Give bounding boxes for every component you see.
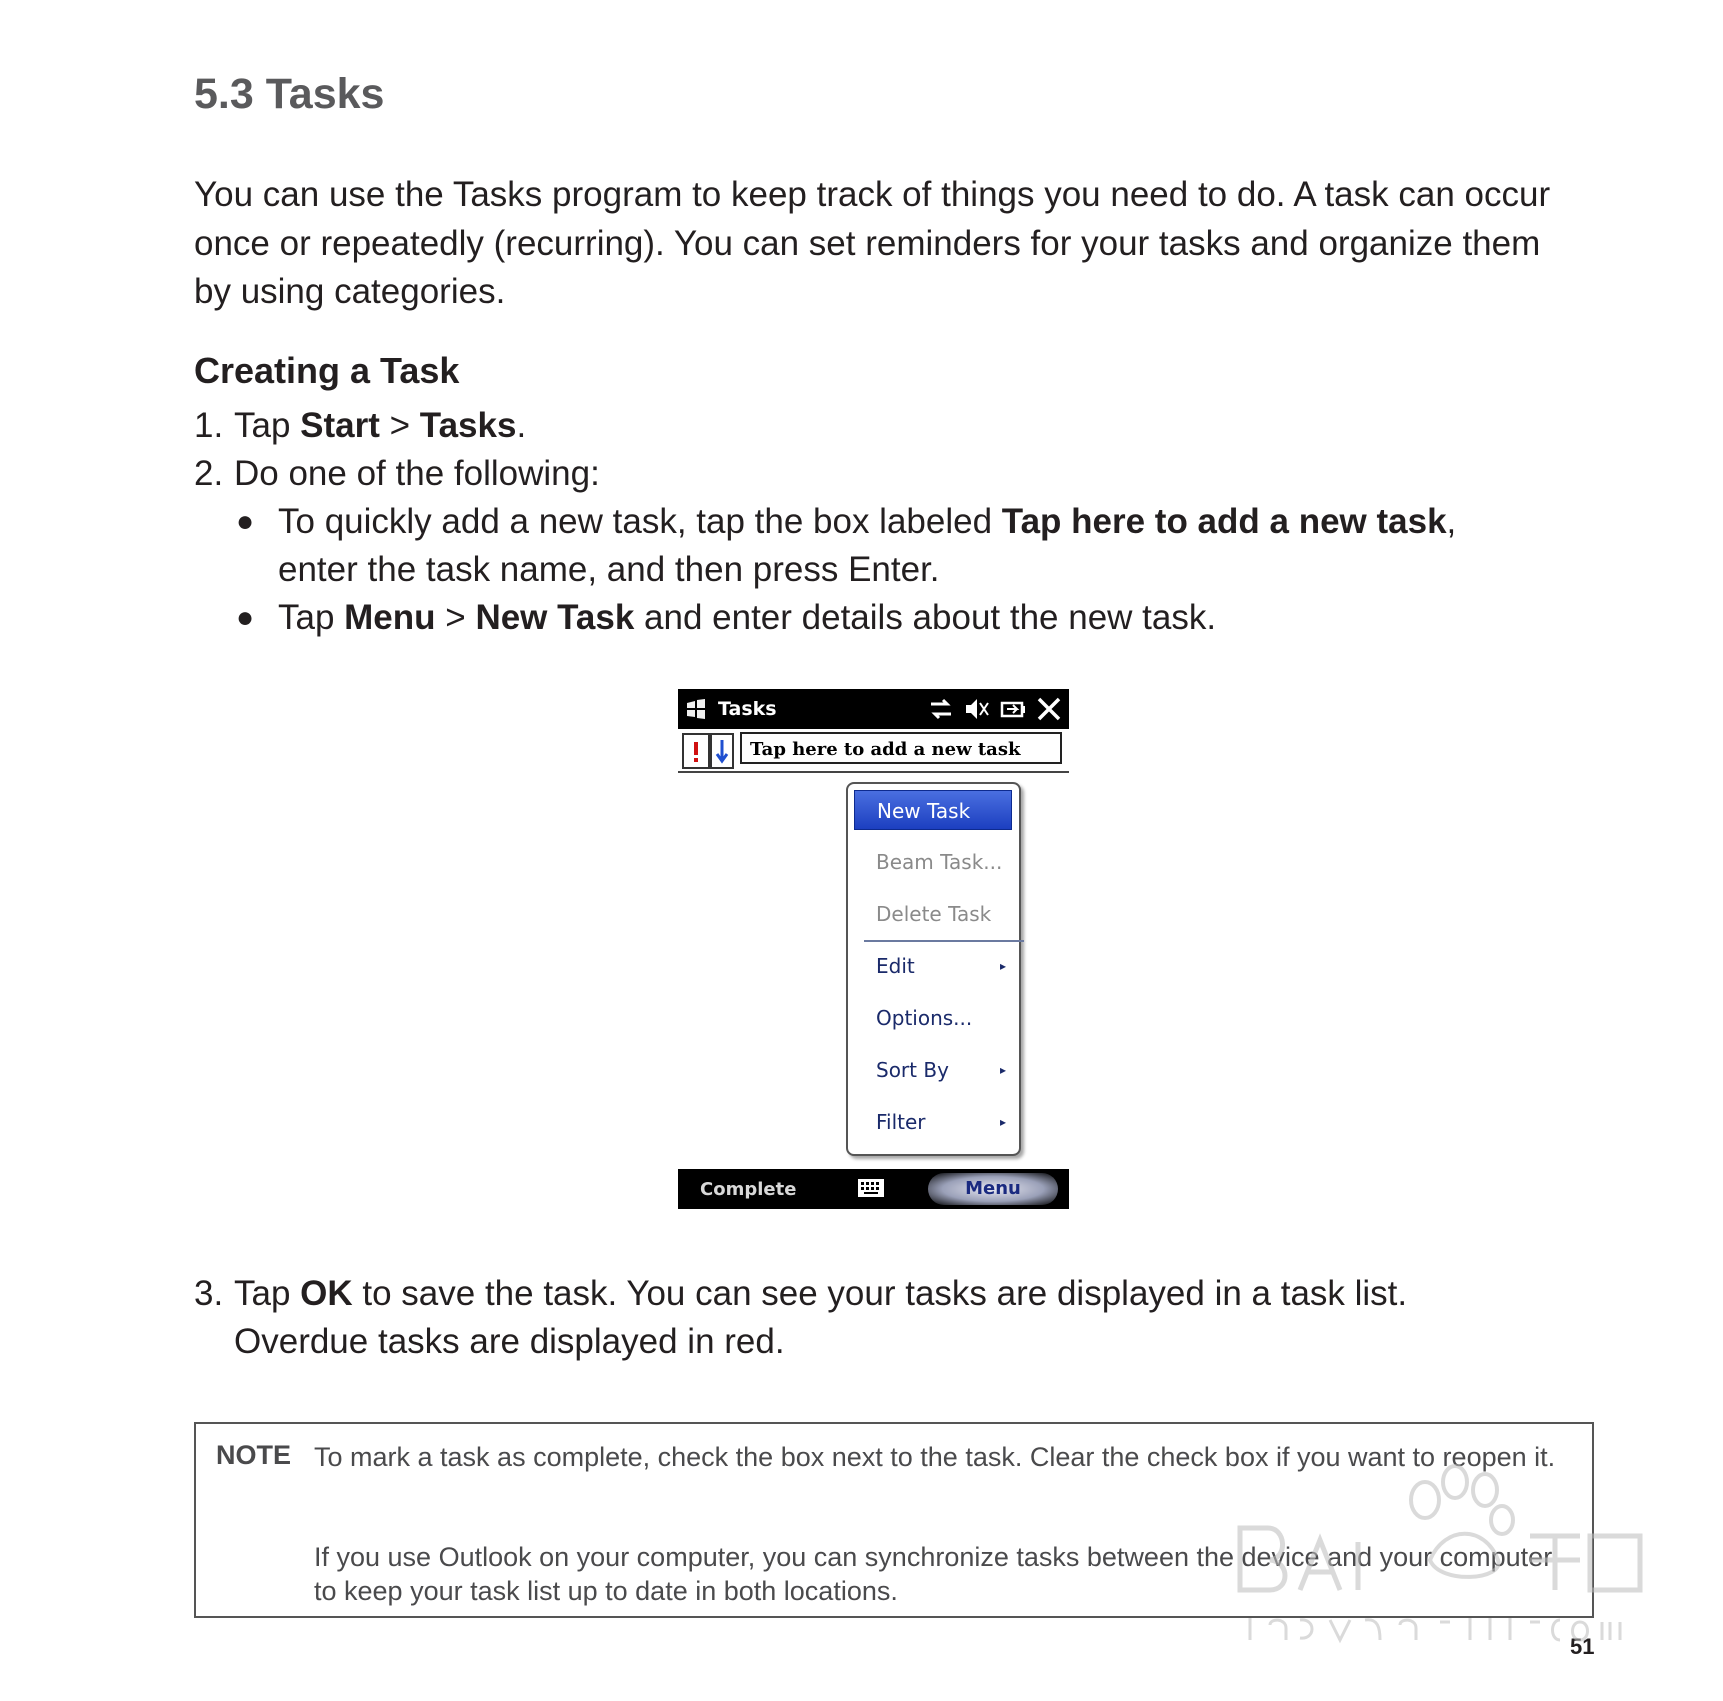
quick-add-row bbox=[678, 729, 1069, 773]
menu-item-new-task[interactable] bbox=[854, 790, 1012, 830]
menu-item-beam-task[interactable] bbox=[854, 842, 1012, 882]
step-number: 2. bbox=[194, 454, 224, 493]
add-task-input[interactable]: Tap here to add a new task bbox=[740, 732, 1062, 764]
step-text: > bbox=[379, 406, 420, 445]
submenu-arrow-icon: ▸ bbox=[999, 959, 1006, 973]
device-screenshot bbox=[678, 689, 1069, 1209]
page-number: 51 bbox=[1570, 1634, 1595, 1659]
step-3-line-2: Overdue tasks are displayed in red. bbox=[234, 1322, 785, 1361]
menu-item-filter[interactable] bbox=[854, 1102, 1012, 1142]
step-number: 1. bbox=[194, 406, 224, 445]
bullet-2 bbox=[236, 594, 1216, 643]
keyboard-icon[interactable] bbox=[858, 1179, 884, 1197]
menu-item-label: Delete Task bbox=[876, 902, 992, 926]
submenu-arrow-icon: ▸ bbox=[999, 1115, 1006, 1129]
battery-icon[interactable] bbox=[999, 695, 1027, 723]
status-icons bbox=[927, 695, 1063, 723]
bullet-text: To quickly add a new task, tap the box labeled bbox=[278, 502, 1002, 541]
menu-item-label: Options... bbox=[876, 1006, 973, 1030]
step-text: Tap bbox=[234, 406, 301, 445]
close-icon[interactable] bbox=[1035, 695, 1063, 723]
step-text: to save the task. You can see your tasks are displayed in a task list. bbox=[352, 1274, 1408, 1313]
menu-item-edit[interactable] bbox=[854, 946, 1012, 986]
title-bar bbox=[678, 689, 1069, 729]
complete-softkey[interactable]: Complete bbox=[700, 1179, 797, 1200]
step-number: 3. bbox=[194, 1274, 224, 1313]
step-text: Tap bbox=[234, 1274, 301, 1313]
baidu-watermark-logo bbox=[1230, 1450, 1660, 1650]
down-arrow-icon[interactable] bbox=[710, 733, 734, 769]
note-paragraph-1: To mark a task as complete, check the box next to the task. Clear the check box if you want to reopen it. bbox=[314, 1442, 1556, 1472]
bullet-dot: ● bbox=[236, 505, 255, 538]
bullet-1 bbox=[236, 498, 1456, 547]
menu-item-options[interactable] bbox=[854, 998, 1012, 1038]
step-bold: Tasks bbox=[419, 406, 517, 445]
bullet-dot: ● bbox=[236, 601, 255, 634]
step-1 bbox=[194, 402, 526, 451]
submenu-arrow-icon: ▸ bbox=[999, 1063, 1006, 1077]
bullet-text: Tap bbox=[278, 598, 345, 637]
bullet-1-line-2: enter the task name, and then press Enter. bbox=[278, 550, 940, 589]
note-label: NOTE bbox=[216, 1440, 292, 1470]
intro-paragraph: You can use the Tasks program to keep track of things you need to do. A task can occur once or repeatedly (recurring). You can set reminders for your tasks and organize them by using categories. bbox=[194, 175, 1551, 311]
bullet-text: , bbox=[1446, 502, 1457, 541]
menu-softkey[interactable]: Menu bbox=[928, 1173, 1058, 1205]
windows-start-icon[interactable] bbox=[685, 698, 707, 720]
step-bold: OK bbox=[300, 1274, 353, 1313]
menu-item-label: Beam Task... bbox=[876, 850, 1003, 874]
bullet-text: and enter details about the new task. bbox=[634, 598, 1217, 637]
bullet-bold: Menu bbox=[344, 598, 436, 637]
menu-item-sort-by[interactable] bbox=[854, 1050, 1012, 1090]
step-bold: Start bbox=[300, 406, 380, 445]
connectivity-icon[interactable] bbox=[927, 695, 955, 723]
subheading-creating-task: Creating a Task bbox=[194, 350, 460, 391]
step-text: . bbox=[516, 406, 527, 445]
priority-icon[interactable] bbox=[682, 733, 710, 769]
menu-item-delete-task[interactable] bbox=[854, 894, 1012, 934]
bullet-bold: Tap here to add a new task bbox=[1001, 502, 1447, 541]
menu-item-label: Sort By bbox=[876, 1058, 949, 1082]
menu-item-label: Edit bbox=[876, 954, 915, 978]
menu-item-label: New Task bbox=[877, 799, 971, 823]
bullet-bold: New Task bbox=[475, 598, 635, 637]
step-3 bbox=[194, 1270, 1407, 1319]
menu-item-label: Filter bbox=[876, 1110, 926, 1134]
app-title: Tasks bbox=[718, 698, 777, 720]
menu-separator bbox=[864, 940, 1024, 942]
note-paragraph-2: If you use Outlook on your computer, you can synchronize tasks between the device and your computer to keep your task list up to date in both locations. bbox=[314, 1542, 1553, 1606]
section-heading: 5.3 Tasks bbox=[194, 70, 385, 118]
volume-muted-icon[interactable] bbox=[963, 695, 991, 723]
step-2 bbox=[194, 450, 600, 499]
context-menu bbox=[846, 782, 1021, 1156]
softkey-bar bbox=[678, 1169, 1069, 1209]
step-text: Do one of the following: bbox=[234, 454, 600, 493]
bullet-text: > bbox=[435, 598, 476, 637]
